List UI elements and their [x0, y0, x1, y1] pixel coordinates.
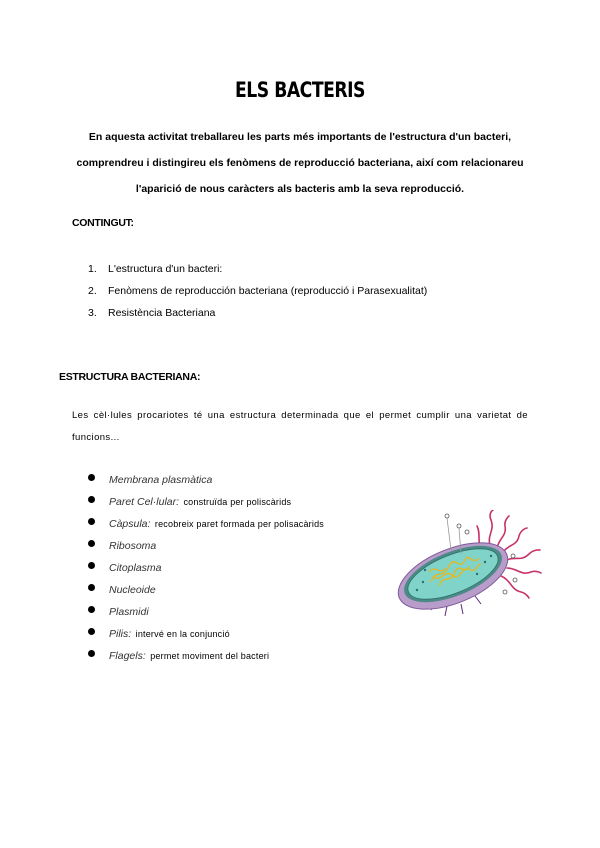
bacteria-diagram — [395, 510, 545, 620]
list-item — [88, 578, 324, 600]
part-name: Nucleoide — [109, 584, 156, 596]
bullet-icon — [88, 496, 95, 503]
part-description: construïda per poliscàrids — [183, 497, 292, 507]
list-item — [88, 556, 324, 578]
part-name: Pilis: — [109, 628, 132, 640]
part-description: intervé en la conjunció — [135, 629, 230, 639]
list-item-text: L'estructura d'un bacteri: — [108, 263, 223, 275]
bullet-icon — [88, 518, 95, 525]
bullet-icon — [88, 606, 95, 613]
page-title: ELS BACTERIS — [235, 78, 365, 102]
bullet-icon — [88, 474, 95, 481]
part-description: permet moviment del bacteri — [150, 651, 270, 661]
estructura-heading: ESTRUCTURA BACTERIANA: — [59, 371, 201, 383]
bacteria-parts-list — [88, 468, 324, 666]
bullet-icon — [88, 650, 95, 657]
bullet-icon — [88, 562, 95, 569]
part-name: Membrana plasmàtica — [109, 474, 213, 486]
intro-paragraph: En aquesta activitat treballareu les parts més importants de l'estructura d'un bacteri, comprendreu i distingireu els fenòmens de reproducció bacteriana, així com relacionareu l'aparició de nous caràcters als bacteris amb la seva reproducció. — [76, 131, 524, 195]
list-item — [88, 534, 324, 556]
list-item — [88, 302, 427, 324]
contents-list — [88, 258, 427, 324]
bullet-icon — [88, 584, 95, 591]
list-item — [88, 600, 324, 622]
bullet-icon — [88, 540, 95, 547]
part-name: Càpsula: — [109, 518, 151, 530]
part-description: recobreix paret formada per polisacàrids — [154, 519, 324, 529]
list-item — [88, 512, 324, 534]
part-name: Citoplasma — [109, 562, 162, 574]
bullet-icon — [88, 628, 95, 635]
estructura-paragraph: Les cèl·lules procariotes té una estructura determinada que el permet cumplir una varietat de funcions... — [72, 410, 528, 443]
list-item — [88, 468, 324, 490]
part-name: Paret Cel·lular: — [109, 496, 180, 508]
part-name: Flagels: — [109, 650, 146, 662]
list-item-text: Resistència Bacteriana — [108, 307, 216, 319]
contingut-heading: CONTINGUT: — [72, 217, 134, 229]
list-item — [88, 644, 324, 666]
list-item-number: 2. — [88, 285, 97, 297]
list-item — [88, 490, 324, 512]
list-item — [88, 258, 427, 280]
list-item-number: 3. — [88, 307, 97, 319]
part-name: Ribosoma — [109, 540, 157, 552]
list-item — [88, 280, 427, 302]
list-item — [88, 622, 324, 644]
list-item-number: 1. — [88, 263, 97, 275]
list-item-text: Fenòmens de reproducción bacteriana (reproducció i Parasexualitat) — [108, 285, 428, 297]
part-name: Plasmidi — [109, 606, 149, 618]
